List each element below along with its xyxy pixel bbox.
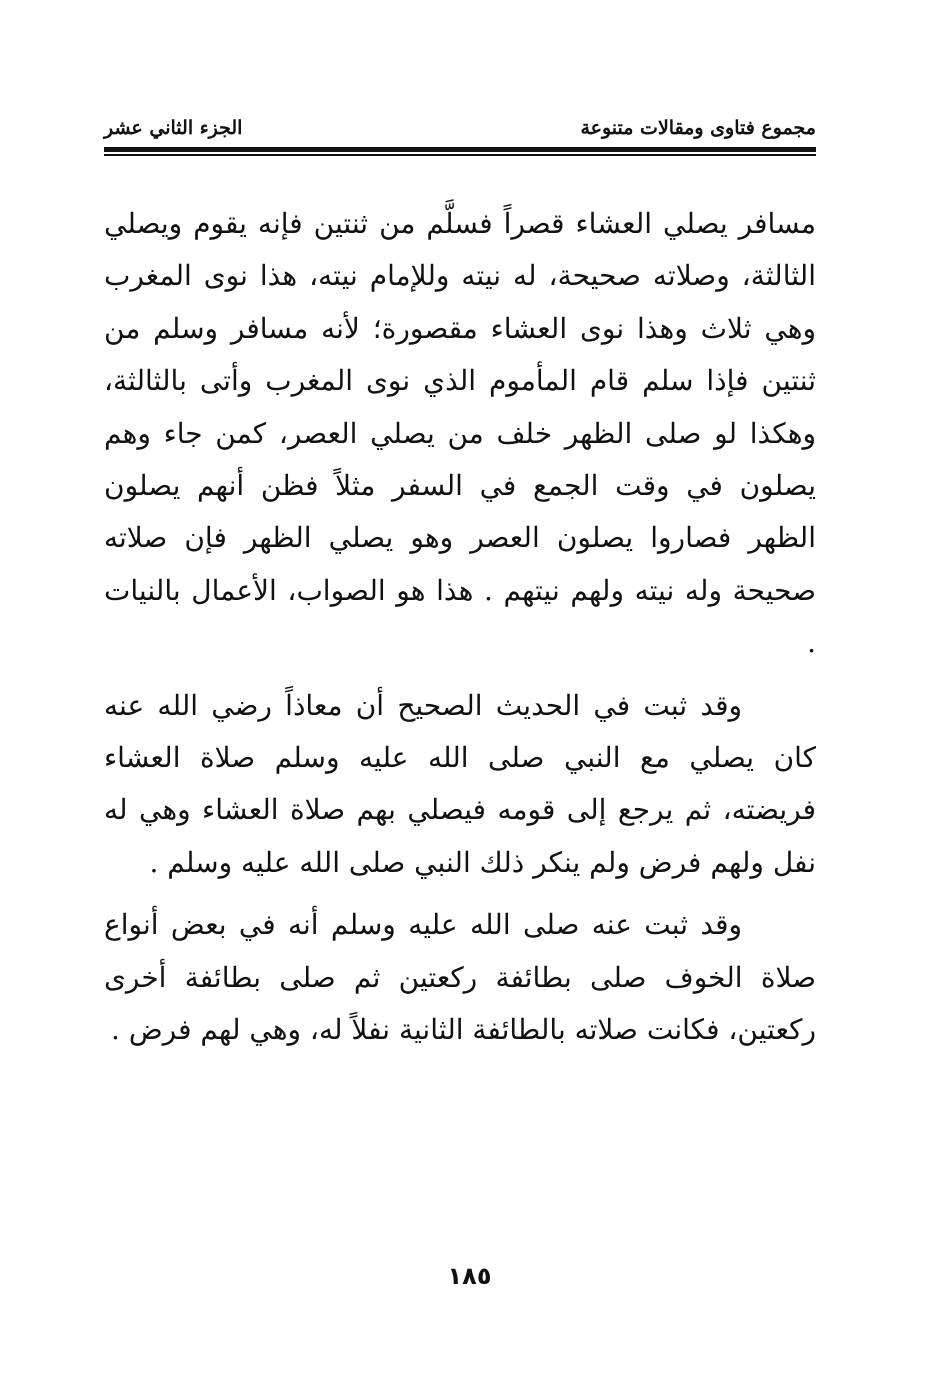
paragraph-1: مسافر يصلي العشاء قصراً فسلَّم من ثنتين فإنه يقوم ويصلي الثالثة، وصلاته صحيحة، له نيته وللإمام نيته، هذا نوى المغرب وهي ثلاث وهذا نوى العشاء مقصورة؛ لأنه مسافر وسلم من ثنتين فإذا سلم قام المأموم الذي نوى المغرب وأتى بالثالثة، وهكذا لو صلى الظهر خلف من يصلي العصر، كمن جاء وهم يصلون في وقت الجمع في السفر مثلاً فظن أنهم يصلون الظهر فصاروا يصلون العصر وهو يصلي الظهر فإن صلاته صحيحة وله نيته ولهم نيتهم . هذا هو الصواب، الأعمال بالنيات .	[104, 207, 816, 660]
header-rule-thick	[104, 147, 816, 152]
paragraph-3: وقد ثبت عنه صلى الله عليه وسلم أنه في بعض أنواع صلاة الخوف صلى بطائفة ركعتين ثم صلى بطائفة أخرى ركعتين، فكانت صلاته بالطائفة الثانية نفلاً له، وهي لهم فرض .	[104, 908, 816, 1047]
page-number: ١٨٥	[447, 1262, 492, 1290]
running-header	[104, 116, 816, 140]
paragraph-2: وقد ثبت في الحديث الصحيح أن معاذاً رضي الله عنه كان يصلي مع النبي صلى الله عليه وسلم صلاة العشاء فريضته، ثم يرجع إلى قومه فيصلي بهم صلاة العشاء وهي له نفل ولهم فرض ولم ينكر ذلك النبي صلى الله عليه وسلم .	[104, 688, 816, 879]
book-title: مجموع فتاوى ومقالات متنوعة	[580, 117, 816, 139]
page-body	[104, 198, 816, 1067]
header-rule-thin	[104, 154, 816, 156]
volume-label: الجزء الثاني عشر	[104, 117, 243, 139]
